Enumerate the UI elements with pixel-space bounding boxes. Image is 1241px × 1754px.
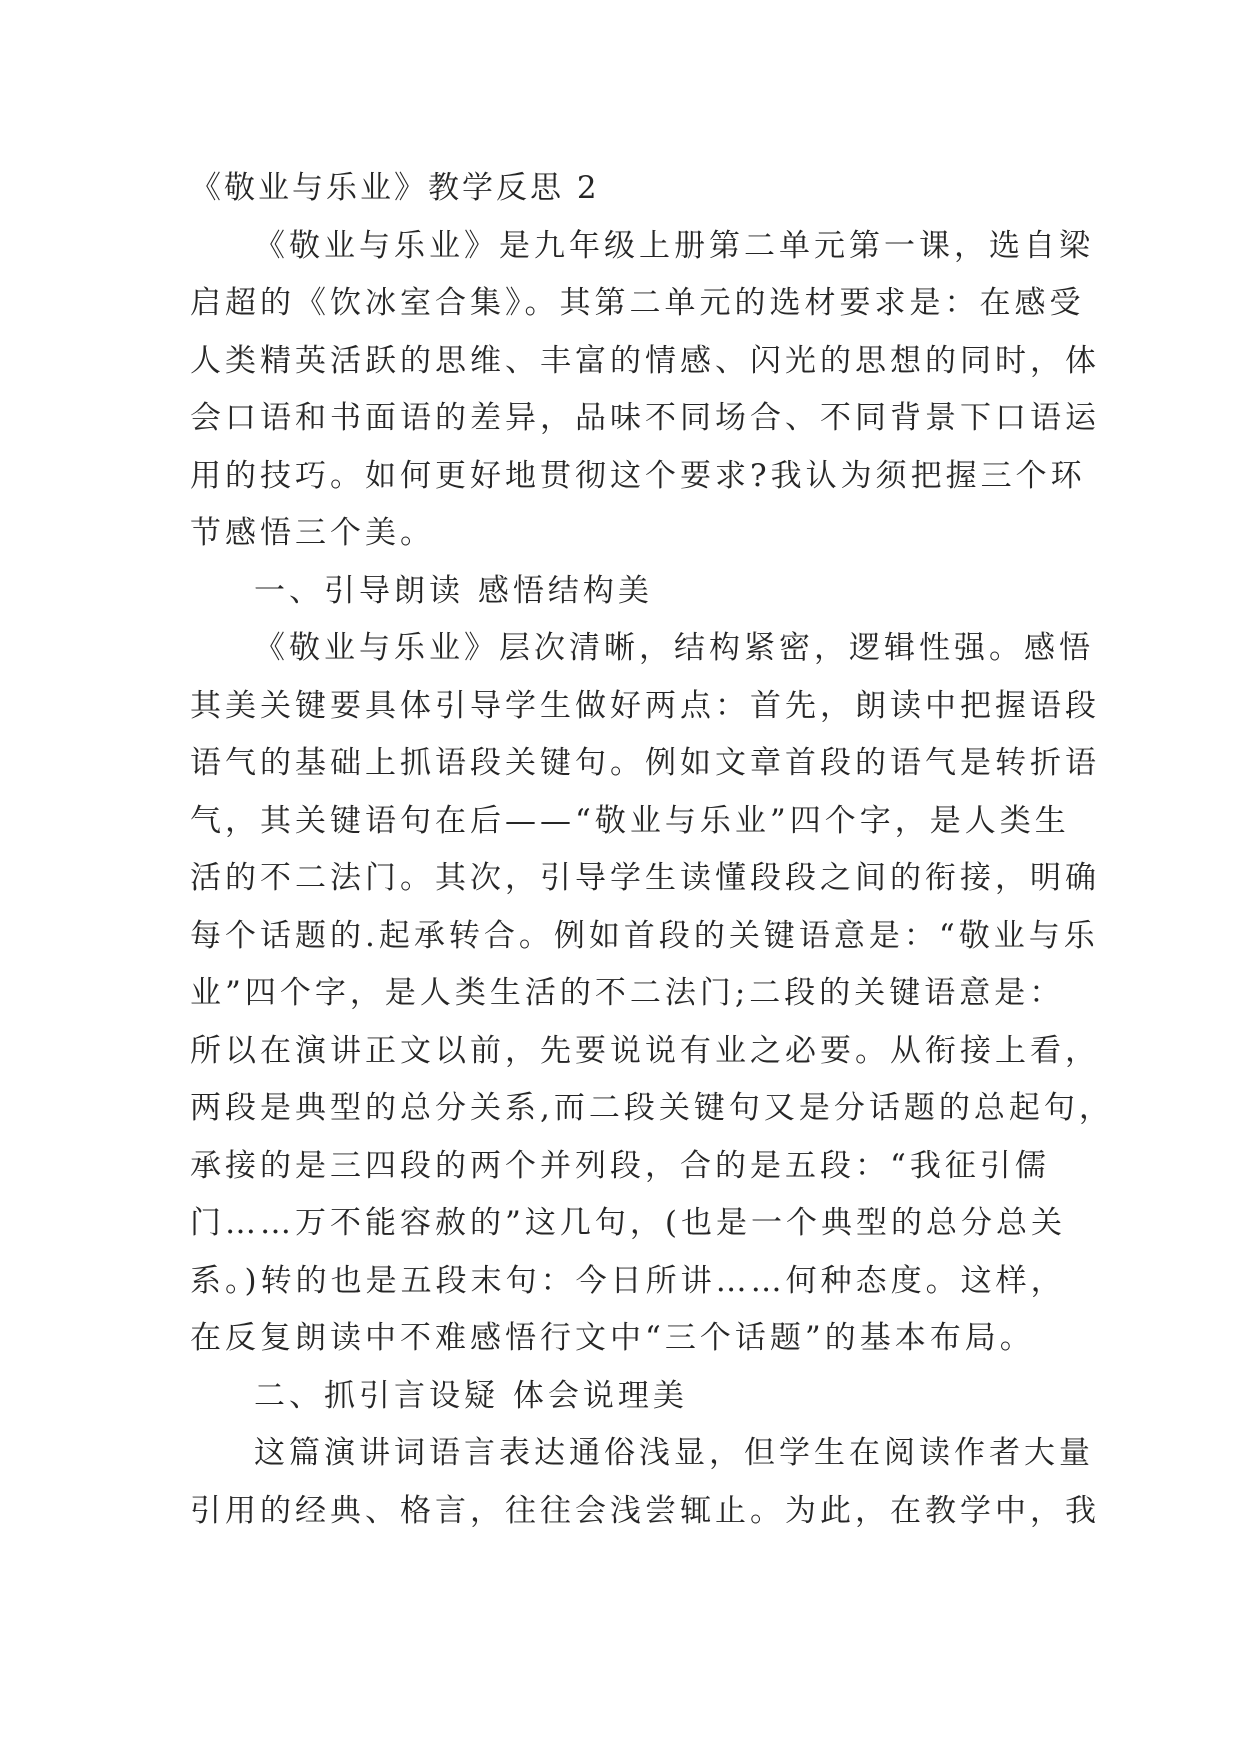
paragraph-line: 引用的经典、格言，往往会浅尝辄止。为此，在教学中，我 bbox=[190, 1492, 1100, 1529]
paragraph-line: 在反复朗读中不难感悟行文中“三个话题”的基本布局。 bbox=[190, 1320, 1035, 1356]
section-heading: 一、引导朗读 感悟结构美 bbox=[254, 572, 653, 609]
document-title: 《敬业与乐业》教学反思 2 bbox=[190, 170, 600, 206]
paragraph-line: 其美关键要具体引导学生做好两点：首先，朗读中把握语段 bbox=[190, 687, 1100, 724]
paragraph-line: 门……万不能容赦的”这几句，(也是一个典型的总分总关 bbox=[190, 1205, 1066, 1241]
paragraph-line: 系。)转的也是五段末句：今日所讲……何种态度。这样， bbox=[190, 1262, 1066, 1299]
paragraph-line: 两段是典型的总分关系,而二段关键句又是分话题的总起句， bbox=[190, 1090, 1114, 1126]
paragraph-line: 节感悟三个美。 bbox=[190, 515, 435, 551]
paragraph-line: 每个话题的.起承转合。例如首段的关键语意是：“敬业与乐 bbox=[190, 917, 1099, 954]
paragraph-line: 人类精英活跃的思维、丰富的情感、闪光的思想的同时，体 bbox=[190, 342, 1100, 379]
paragraph-line: 《敬业与乐业》层次清晰，结构紧密，逻辑性强。感悟 bbox=[254, 630, 1094, 666]
paragraph-line: 业”四个字，是人类生活的不二法门;二段的关键语意是： bbox=[190, 975, 1065, 1011]
paragraph-line: 语气的基础上抓语段关键句。例如文章首段的语气是转折语 bbox=[190, 745, 1100, 781]
paragraph-line: 活的不二法门。其次，引导学生读懂段段之间的衔接，明确 bbox=[190, 860, 1100, 896]
paragraph-line: 《敬业与乐业》是九年级上册第二单元第一课，选自梁 bbox=[254, 227, 1094, 264]
document-body bbox=[190, 160, 1114, 1540]
paragraph-line: 气，其关键语句在后——“敬业与乐业”四个字，是人类生 bbox=[190, 802, 1070, 839]
paragraph-line: 所以在演讲正文以前，先要说说有业之必要。从衔接上看， bbox=[190, 1032, 1100, 1069]
section-heading: 二、抓引言设疑 体会说理美 bbox=[254, 1377, 688, 1414]
paragraph-line: 启超的《饮冰室合集》。其第二单元的选材要求是：在感受 bbox=[190, 285, 1085, 321]
paragraph-line: 用的技巧。如何更好地贯彻这个要求?我认为须把握三个环 bbox=[190, 457, 1086, 494]
paragraph-line: 承接的是三四段的两个并列段，合的是五段：“我征引儒 bbox=[190, 1147, 1050, 1184]
paragraph-line: 会口语和书面语的差异，品味不同场合、不同背景下口语运 bbox=[190, 400, 1100, 436]
paragraph-line: 这篇演讲词语言表达通俗浅显，但学生在阅读作者大量 bbox=[254, 1435, 1094, 1471]
